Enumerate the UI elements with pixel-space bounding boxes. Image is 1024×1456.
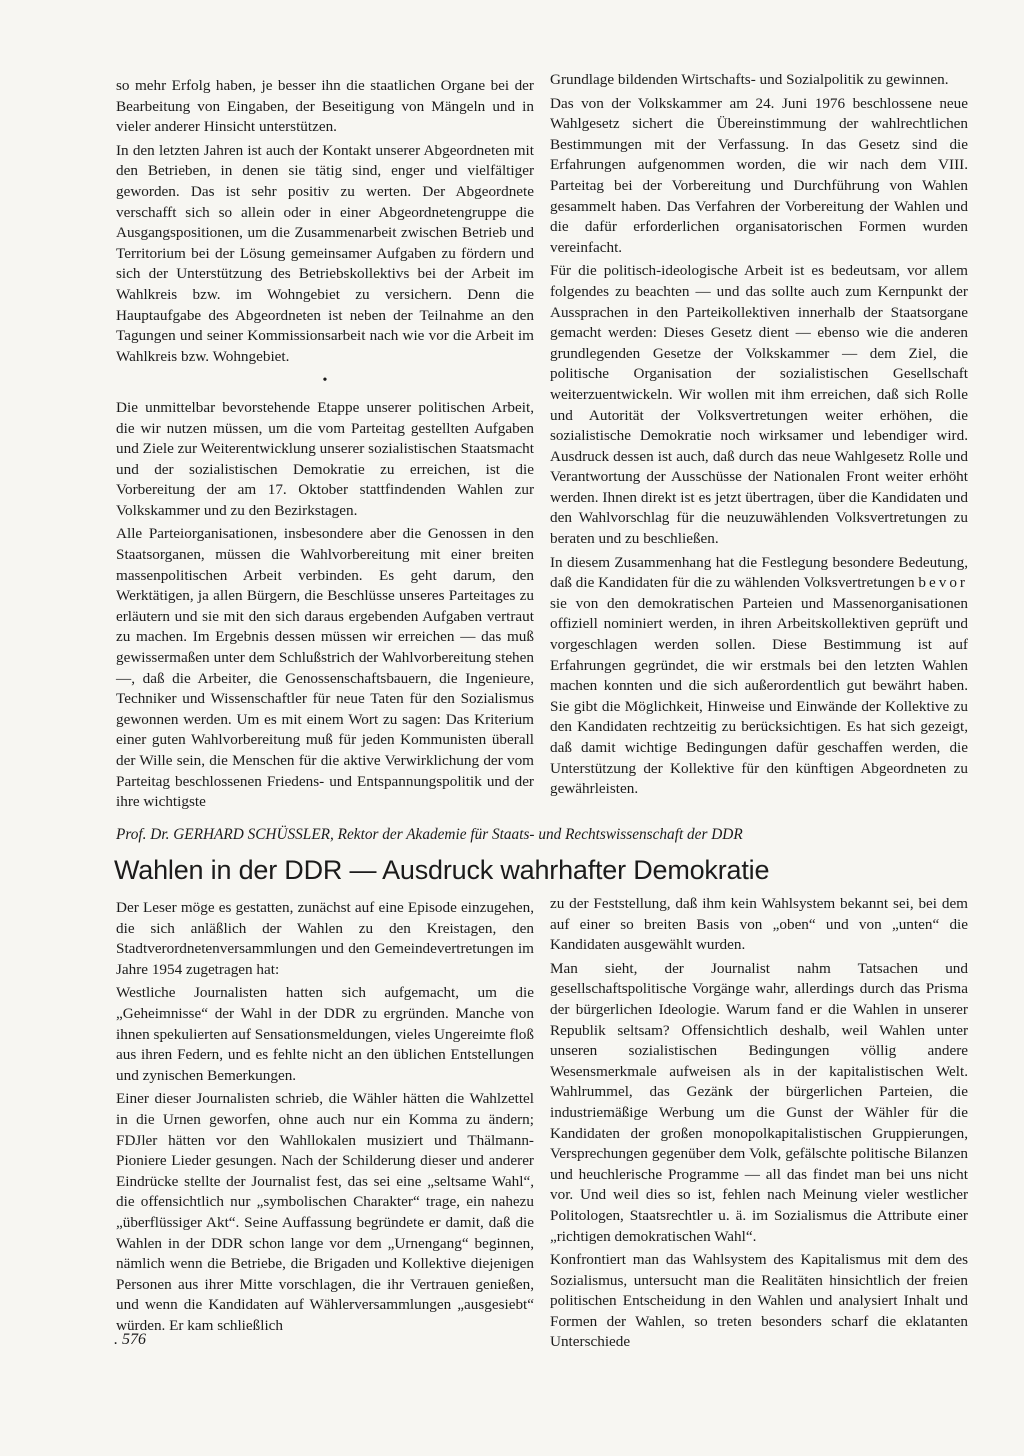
paragraph: Konfrontiert man das Wahlsystem des Kapitalismus mit dem des Sozialismus, untersucht man die Realitäten hinsichtlich der freien politischen Entscheidung in den Wahlen und analysiert Inhalt und Formen der Wahlen, so treten besonders scharf die eklatanten Unterschiede [550, 1251, 968, 1351]
paragraph [550, 553, 968, 800]
emphasized-word: bevor [918, 574, 968, 592]
paragraph: In den letzten Jahren ist auch der Kontakt unserer Abgeordneten mit den Betrieben, in denen sie tätig sind, enger und vielfältiger geworden. Das ist sehr positiv zu werten. Der Abgeordnete verschafft sich so allein oder in einer Abgeordnetengruppe die Ausgangspositionen, um die Zusammenarbeit zwischen Betrieb und Territorium bei der Lösung gemeinsamer Aufgaben zu fördern und sich der Unterstützung des Betriebskollektivs bei der Arbeit im Wahlkreis bzw. im Wohngebiet zu versichern. Denn die Hauptaufgabe des Abgeordneten ist neben der Teilnahme an den Tagungen und seiner Kommissionsarbeit nach wie vor die Arbeit im Wahlkreis bzw. Wohngebiet. [116, 141, 534, 365]
paragraph: Man sieht, der Journalist nahm Tatsachen und gesellschaftspolitische Vorgänge wahr, allerdings durch das Prisma der bürgerlichen Ideologie. Warum fand er die Wahlen in unserer Republik seltsam? Offensichtlich deshalb, weil Wahlen unter unseren sozialistischen Bedingungen völlig andere Wesensmerkmale aufweisen als in der kapitalistischen Welt. Wahlrummel, das Gezänk der bürgerlichen Parteien, die industriemäßige Werbung um die Gunst der Wähler für die Kandidaten der großen monopolkapitalistischen Gruppierungen, Versprechungen gegenüber dem Volk, gefälschte politische Bilanzen und heuchlerische Programme — all das findet man bei uns nicht vor. Und weil dies so ist, fehlen nach Meinung vieler westlicher Politologen, Staatsrechtler u. ä. im Sozialismus die Attribute einer „richtigen demokratischen Wahl“. [550, 959, 968, 1245]
paragraph: so mehr Erfolg haben, je besser ihn die staatlichen Organe bei der Bearbeitung von Eingaben, der Beseitigung von Mängeln und in vieler anderer Hinsicht unterstützen. [116, 77, 534, 136]
paragraph: Die unmittelbar bevorstehende Etappe unserer politischen Arbeit, die wir nutzen müssen, um die vom Parteitag gestellten Aufgaben und Ziele zur Weiterentwicklung unserer sozialistischen Staatsmacht und der sozialistischen Demokratie zu erreichen, ist die Vorbereitung der am 17. Oktober stattfindenden Wahlen zur Volkskammer und zu den Bezirkstagen. [116, 398, 534, 519]
bottom-left-column [116, 898, 534, 1336]
paragraph: Der Leser möge es gestatten, zunächst auf eine Episode einzugehen, die sich anläßlich der Wahlen zu den Kreistagen, den Stadtverordnetenversammlungen und den Gemeindevertretungen im Jahre 1954 zugetragen hat: [116, 899, 534, 978]
paragraph: Grundlage bildenden Wirtschafts- und Sozialpolitik zu gewinnen. [550, 71, 949, 88]
article-headline: Wahlen in der DDR — Ausdruck wahrhafter Demokratie [114, 855, 770, 885]
paragraph: zu der Feststellung, daß ihm kein Wahlsystem bekannt sei, bei dem auf einer so breiten Basis von „oben“ und von „unten“ die Kandidaten ausgewählt wurden. [550, 895, 968, 954]
paragraph-text: In diesem Zusammenhang hat die Festlegung besondere Bedeutung, daß die Kandidaten für die zu wählenden Volksvertretungen [550, 553, 968, 592]
paragraph: Für die politisch-ideologische Arbeit ist es bedeutsam, vor allem folgendes zu beachten — und das sollte auch zum Kernpunkt der Aussprachen in den Parteikollektiven innerhalb der Staatsorgane gemacht werden: Dieses Gesetz dient — ebenso wie die anderen grundlegenden Gesetze der Volkskammer — dem Ziel, die politische Organisation der sozialistischen Gesellschaft weiterzuentwickeln. Wir wollen mit ihm erreichen, daß sich Rolle und Autorität der Volksvertretungen weiter erhöhen, die sozialistische Demokratie noch wirksamer und lebendiger wird. Ausdruck dessen ist auch, daß durch das neue Wahlgesetz Rolle und Verantwortung der Ausschüsse der Nationalen Front weiter erhöht werden. Ihnen direkt ist es jetzt übertragen, über die Kandidaten und den Wahlvorschlag für die neuzuwählenden Volksvertretungen zu beraten und zu beschließen. [550, 262, 968, 548]
section-separator: • [322, 373, 328, 389]
paragraph-text: sie von den demokratischen Parteien und Massenorganisationen offiziell nominiert werden, in ihren Arbeitskollektiven geprüft und vorgeschlagen werden sollen. Diese Bestimmung ist auf Erfahrungen gegründet, die wir erstmals bei den letzten Wahlen machen konnten und die sich außerordentlich gut bewährt haben. Sie gibt die Möglichkeit, Hinweise und Einwände der Kollektive zu den Kandidaten rechtzeitig zu berücksichtigen. Es hat sich gezeigt, daß damit wichtige Bedingungen dafür geschaffen werden, die Unterstützung der Kollektive für den künftigen Abgeordneten zu gewährleisten. [550, 594, 968, 798]
author-byline: Prof. Dr. GERHARD SCHÜSSLER, Rektor der Akademie für Staats- und Rechtswissenschaft der DDR [116, 826, 743, 843]
top-left-column [116, 76, 534, 813]
page-number: . 576 [114, 1331, 146, 1348]
top-right-column [550, 70, 968, 800]
paragraph: Das von der Volkskammer am 24. Juni 1976 beschlossene neue Wahlgesetz sichert die Übereinstimmung der wahlrechtlichen Bestimmungen mit der Verfassung. In das Gesetz sind die Erfahrungen aufgenommen worden, die wir nach dem VIII. Parteitag bei der Vorbereitung und Durchführung von Wahlen gesammelt haben. Das Verfahren der Vorbereitung der Wahlen und die dafür erforderlichen organisatorischen Formen wurden vereinfacht. [550, 94, 968, 256]
paragraph: Westliche Journalisten hatten sich aufgemacht, um die „Geheimnisse“ der Wahl in der DDR zu ergründen. Manche von ihnen spekulierten auf Sensationsmeldungen, vieles Ungereimte floß aus ihren Federn, und es fehlte nicht an den üblichen Entstellungen und zynischen Bemerkungen. [116, 984, 534, 1084]
bottom-right-column [550, 894, 968, 1353]
paragraph: Einer dieser Journalisten schrieb, die Wähler hätten die Wahlzettel in die Urnen geworfen, ohne auch nur ein Komma zu ändern; FDJler hätten vor den Wahllokalen musiziert und Thälmann-Pioniere Lieder gesungen. Nach der Schilderung dieser und anderer Eindrücke stellte der Journalist fest, das sei eine „seltsame Wahl“, die offensichtlich nur „symbolischen Charakter“ trage, ein nahezu „überflüssiger Akt“. Seine Auffassung begründete er damit, daß die Wahlen in der DDR schon lange vor dem „Urnengang“ beginnen, nämlich wenn die Betriebe, die Brigaden und Kollektive diejenigen Personen aus ihrer Mitte vorschlagen, die ihr Vertrauen genießen, und wenn die Kandidaten auf Wählerversammlungen „ausgesiebt“ würden. Er kam schließlich [116, 1090, 534, 1334]
paragraph: Alle Parteiorganisationen, insbesondere aber die Genossen in den Staatsorganen, müssen die Wahlvorbereitung mit einer breiten massenpolitischen Arbeit verbinden. Es geht darum, den Werktätigen, ja allen Bürgern, die Beschlüsse unseres Parteitages zu erläutern und sie mit den sich daraus ergebenden Aufgaben vertraut zu machen. Im Ergebnis dessen müssen wir erreichen — das muß gewissermaßen unter dem Schlußstrich der Wahlvorbereitung stehen —, daß die Arbeiter, die Genossenschaftsbauern, die Ingenieure, Techniker und Wissenschaftler für neue Taten für den Sozialismus gewonnen werden. Um es mit einem Wort zu sagen: Das Kriterium einer guten Wahlvorbereitung muß für jeden Kommunisten überall der Wille sein, die Menschen für die aktive Verwirklichung der vom Parteitag beschlossenen Friedens- und Entspannungspolitik und der ihre wichtigste [116, 525, 534, 811]
